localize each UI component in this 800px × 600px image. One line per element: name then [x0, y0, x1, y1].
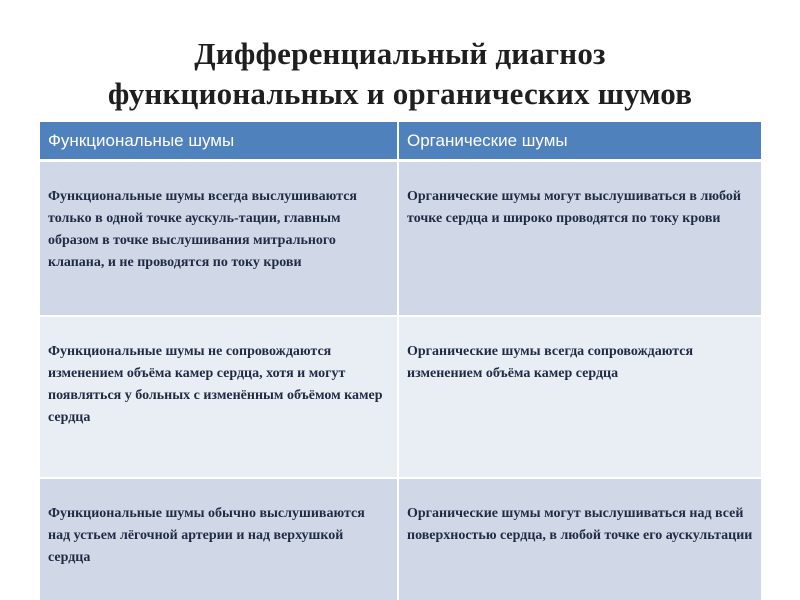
table-cell-organic: Органические шумы могут выслушиваться над всей поверхностью сердца, в любой точке его аускультации	[398, 478, 761, 600]
header-organic: Органические шумы	[398, 122, 761, 161]
title-line-1: Дифференциальный диагноз	[194, 36, 606, 71]
table-cell-functional: Функциональные шумы обычно выслушиваются над устьем лёгочной артерии и над верхушкой сердца	[40, 478, 398, 600]
table-cell-organic: Органические шумы всегда сопровождаются изменением объёма камер сердца	[398, 316, 761, 478]
title-line-2: функциональных и органических шумов	[107, 76, 693, 111]
table-row	[40, 161, 761, 317]
table-row	[40, 316, 761, 478]
table-cell-functional: Функциональные шумы всегда выслушиваются только в одной точке аускуль-тации, главным образом в точке выслушивания митрального клапана, и не проводятся по току крови	[40, 161, 398, 317]
table-cell-organic: Органические шумы могут выслушиваться в любой точке сердца и широко проводятся по току крови	[398, 161, 761, 317]
comparison-table	[40, 122, 761, 600]
table-cell-functional: Функциональные шумы не сопровождаются изменением объёма камер сердца, хотя и могут появляться у больных с изменённым объёмом камер сердца	[40, 316, 398, 478]
table-header-row	[40, 122, 761, 161]
page-title	[0, 34, 800, 114]
header-functional: Функциональные шумы	[40, 122, 398, 161]
table-row	[40, 478, 761, 600]
